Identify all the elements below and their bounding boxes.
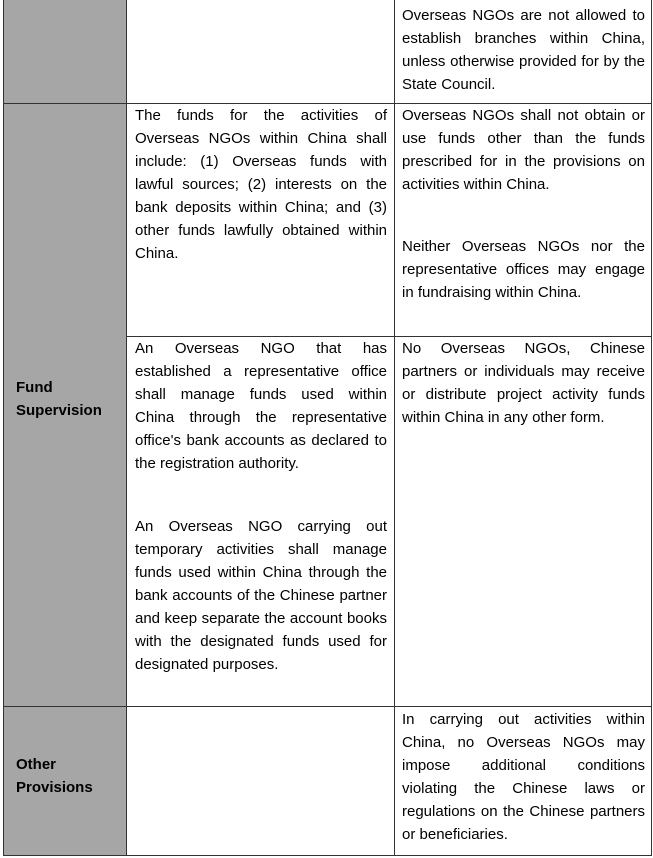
row-divider-2 — [3, 706, 652, 707]
fund-block1-right-text-1: Overseas NGOs shall not obtain or use funds other than the funds prescribed for in the provisions on activities within China. — [402, 107, 645, 193]
row1-header-cell — [4, 0, 127, 104]
other-provisions-right-cell — [402, 708, 645, 846]
other-provisions-header-cell — [4, 707, 127, 855]
table-border-left — [3, 0, 4, 856]
column-divider-2 — [394, 0, 395, 856]
table-border-right — [651, 0, 652, 856]
column-divider-1 — [126, 0, 127, 856]
fund-supervision-label-line1: Fund — [16, 379, 53, 396]
other-provisions-right-text: In carrying out activities within China, no Overseas NGOs may impose additional conditions violating the Chinese laws or regulations on the Chinese partners or beneficiaries. — [402, 711, 645, 843]
fund-block2-mid-text-1: An Overseas NGO that has established a representative office shall manage funds used within China through the representative office's bank accounts as declared to the registration authority. — [135, 340, 387, 472]
fund-supervision-label — [16, 376, 102, 422]
fund-block1-right-text-2: Neither Overseas NGOs nor the representative offices may engage in fundraising within China. — [402, 238, 645, 301]
fund-block2-mid-text-2: An Overseas NGO carrying out temporary activities shall manage funds used within China through the bank accounts of the Chinese partner and keep separate the account books with the designated funds used for designated purposes. — [135, 518, 387, 673]
fund-block2-mid-cell — [135, 337, 387, 676]
row-divider-1 — [3, 103, 652, 104]
row1-right-cell — [402, 4, 645, 96]
fund-supervision-label-line2: Supervision — [16, 402, 102, 419]
fund-block1-mid-cell — [135, 104, 387, 265]
fund-block1-right-cell — [402, 104, 645, 304]
other-provisions-label-line2: Provisions — [16, 779, 93, 796]
other-provisions-label-line1: Other — [16, 756, 57, 773]
fund-block2-right-text: No Overseas NGOs, Chinese partners or individuals may receive or distribute project activity funds within China in any other form. — [402, 340, 645, 426]
row-divider-fund-blocks — [126, 336, 652, 337]
table-border-bottom — [3, 855, 652, 856]
row1-right-text: Overseas NGOs are not allowed to establish branches within China, unless otherwise provided for by the State Council. — [402, 7, 645, 93]
other-provisions-label — [16, 753, 93, 799]
fund-block2-right-cell — [402, 337, 645, 429]
fund-block1-mid-text: The funds for the activities of Overseas NGOs within China shall include: (1) Overseas funds with lawful sources; (2) interests on the bank deposits within China; and (3) other funds lawfully obtained within China. — [135, 107, 387, 262]
fund-supervision-header-cell — [4, 104, 127, 707]
